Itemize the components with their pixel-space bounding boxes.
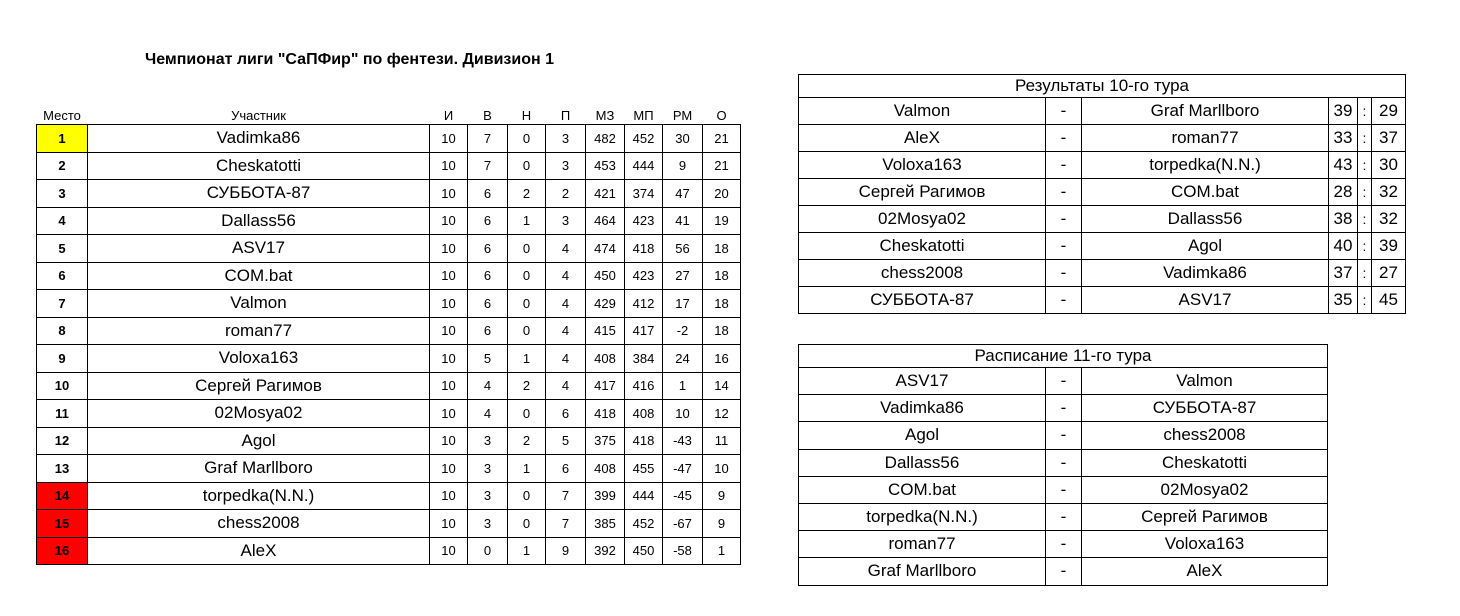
result-row xyxy=(799,260,1406,287)
result-row xyxy=(799,152,1406,179)
wins-cell: 4 xyxy=(468,372,508,400)
score-cell: 21 xyxy=(703,152,741,180)
draws-cell: 2 xyxy=(508,427,546,455)
score-separator: : xyxy=(1358,287,1372,314)
home-team: Voloxa163 xyxy=(799,152,1046,179)
point-diff-cell: -47 xyxy=(663,455,703,483)
losses-cell: 4 xyxy=(546,235,586,263)
score-cell: 11 xyxy=(703,427,741,455)
score-separator: : xyxy=(1358,152,1372,179)
vs-dash: - xyxy=(1046,125,1082,152)
away-team: СУББОТА-87 xyxy=(1082,395,1328,422)
participant-name: ASV17 xyxy=(88,235,430,263)
away-score: 39 xyxy=(1372,233,1406,260)
games-cell: 10 xyxy=(430,482,468,510)
home-team: Valmon xyxy=(799,98,1046,125)
header-games: И xyxy=(443,108,454,123)
home-team: roman77 xyxy=(799,531,1046,558)
points-conceded-cell: 384 xyxy=(625,345,663,373)
home-team: COM.bat xyxy=(799,476,1046,503)
participant-name: Voloxa163 xyxy=(88,345,430,373)
home-team: Сергей Рагимов xyxy=(799,179,1046,206)
losses-cell: 3 xyxy=(546,125,586,153)
points-conceded-cell: 455 xyxy=(625,455,663,483)
vs-dash: - xyxy=(1046,449,1082,476)
home-team: Dallass56 xyxy=(799,449,1046,476)
participant-name: СУББОТА-87 xyxy=(88,180,430,208)
games-cell: 10 xyxy=(430,317,468,345)
draws-cell: 0 xyxy=(508,317,546,345)
losses-cell: 4 xyxy=(546,372,586,400)
draws-cell: 2 xyxy=(508,372,546,400)
schedule-row xyxy=(799,531,1328,558)
vs-dash: - xyxy=(1046,179,1082,206)
score-separator: : xyxy=(1358,179,1372,206)
schedule-row xyxy=(799,503,1328,530)
score-separator: : xyxy=(1358,98,1372,125)
vs-dash: - xyxy=(1046,422,1082,449)
points-conceded-cell: 412 xyxy=(625,290,663,318)
away-team: 02Mosya02 xyxy=(1082,476,1328,503)
vs-dash: - xyxy=(1046,260,1082,287)
wins-cell: 6 xyxy=(468,290,508,318)
points-conceded-cell: 417 xyxy=(625,317,663,345)
score-cell: 1 xyxy=(703,537,741,565)
vs-dash: - xyxy=(1046,503,1082,530)
standings-row xyxy=(37,427,741,455)
participant-name: COM.bat xyxy=(88,262,430,290)
draws-cell: 0 xyxy=(508,152,546,180)
place-cell: 5 xyxy=(37,235,88,263)
vs-dash: - xyxy=(1046,233,1082,260)
result-row xyxy=(799,98,1406,125)
header-wins: В xyxy=(483,108,492,123)
place-cell: 14 xyxy=(37,482,88,510)
points-scored-cell: 418 xyxy=(586,400,625,428)
home-team: AleX xyxy=(799,125,1046,152)
score-cell: 20 xyxy=(703,180,741,208)
draws-cell: 0 xyxy=(508,290,546,318)
standings-row xyxy=(37,317,741,345)
point-diff-cell: 56 xyxy=(663,235,703,263)
wins-cell: 0 xyxy=(468,537,508,565)
losses-cell: 2 xyxy=(546,180,586,208)
games-cell: 10 xyxy=(430,400,468,428)
schedule-caption: Расписание 11-го тура xyxy=(799,345,1328,368)
standings-row xyxy=(37,207,741,235)
result-row xyxy=(799,233,1406,260)
header-losses: П xyxy=(560,108,571,123)
score-separator: : xyxy=(1358,125,1372,152)
vs-dash: - xyxy=(1046,152,1082,179)
draws-cell: 0 xyxy=(508,482,546,510)
vs-dash: - xyxy=(1046,98,1082,125)
away-team: AleX xyxy=(1082,558,1328,585)
participant-name: chess2008 xyxy=(88,510,430,538)
vs-dash: - xyxy=(1046,206,1082,233)
schedule-row xyxy=(799,368,1328,395)
standings-row xyxy=(37,537,741,565)
away-team: ASV17 xyxy=(1082,287,1329,314)
schedule-row xyxy=(799,449,1328,476)
away-score: 27 xyxy=(1372,260,1406,287)
schedule-table xyxy=(798,344,1328,586)
score-cell: 18 xyxy=(703,317,741,345)
losses-cell: 7 xyxy=(546,510,586,538)
home-team: chess2008 xyxy=(799,260,1046,287)
draws-cell: 0 xyxy=(508,400,546,428)
away-team: chess2008 xyxy=(1082,422,1328,449)
away-score: 32 xyxy=(1372,206,1406,233)
losses-cell: 9 xyxy=(546,537,586,565)
point-diff-cell: -58 xyxy=(663,537,703,565)
schedule-row xyxy=(799,422,1328,449)
wins-cell: 3 xyxy=(468,510,508,538)
score-separator: : xyxy=(1358,206,1372,233)
points-scored-cell: 399 xyxy=(586,482,625,510)
games-cell: 10 xyxy=(430,345,468,373)
score-cell: 18 xyxy=(703,290,741,318)
score-cell: 16 xyxy=(703,345,741,373)
header-points-scored: МЗ xyxy=(595,108,615,123)
games-cell: 10 xyxy=(430,180,468,208)
games-cell: 10 xyxy=(430,455,468,483)
header-participant: Участник xyxy=(231,108,286,123)
place-cell: 3 xyxy=(37,180,88,208)
participant-name: Cheskatotti xyxy=(88,152,430,180)
result-row xyxy=(799,206,1406,233)
away-team: Voloxa163 xyxy=(1082,531,1328,558)
points-scored-cell: 417 xyxy=(586,372,625,400)
place-cell: 4 xyxy=(37,207,88,235)
results-body xyxy=(799,98,1406,314)
header-score: О xyxy=(716,108,727,123)
home-team: Cheskatotti xyxy=(799,233,1046,260)
place-cell: 12 xyxy=(37,427,88,455)
standings-row xyxy=(37,372,741,400)
games-cell: 10 xyxy=(430,537,468,565)
points-conceded-cell: 423 xyxy=(625,262,663,290)
result-row xyxy=(799,287,1406,314)
away-team: Agol xyxy=(1082,233,1329,260)
point-diff-cell: 17 xyxy=(663,290,703,318)
participant-name: Dallass56 xyxy=(88,207,430,235)
score-cell: 18 xyxy=(703,262,741,290)
points-scored-cell: 415 xyxy=(586,317,625,345)
points-conceded-cell: 416 xyxy=(625,372,663,400)
away-team: Graf Marllboro xyxy=(1082,98,1329,125)
participant-name: torpedka(N.N.) xyxy=(88,482,430,510)
score-separator: : xyxy=(1358,260,1372,287)
away-score: 37 xyxy=(1372,125,1406,152)
losses-cell: 6 xyxy=(546,455,586,483)
place-cell: 2 xyxy=(37,152,88,180)
point-diff-cell: 9 xyxy=(663,152,703,180)
header-draws: Н xyxy=(521,108,532,123)
points-scored-cell: 408 xyxy=(586,455,625,483)
home-team: СУББОТА-87 xyxy=(799,287,1046,314)
home-team: Graf Marllboro xyxy=(799,558,1046,585)
points-conceded-cell: 418 xyxy=(625,235,663,263)
point-diff-cell: 10 xyxy=(663,400,703,428)
standings-row xyxy=(37,400,741,428)
home-team: Agol xyxy=(799,422,1046,449)
home-team: Vadimka86 xyxy=(799,395,1046,422)
away-team: Dallass56 xyxy=(1082,206,1329,233)
points-scored-cell: 385 xyxy=(586,510,625,538)
place-cell: 13 xyxy=(37,455,88,483)
points-scored-cell: 450 xyxy=(586,262,625,290)
games-cell: 10 xyxy=(430,372,468,400)
points-conceded-cell: 444 xyxy=(625,152,663,180)
losses-cell: 3 xyxy=(546,152,586,180)
points-scored-cell: 421 xyxy=(586,180,625,208)
draws-cell: 1 xyxy=(508,345,546,373)
draws-cell: 0 xyxy=(508,235,546,263)
standings-row xyxy=(37,290,741,318)
home-score: 40 xyxy=(1329,233,1358,260)
losses-cell: 4 xyxy=(546,317,586,345)
place-cell: 15 xyxy=(37,510,88,538)
losses-cell: 7 xyxy=(546,482,586,510)
draws-cell: 2 xyxy=(508,180,546,208)
score-cell: 12 xyxy=(703,400,741,428)
points-conceded-cell: 452 xyxy=(625,510,663,538)
away-team: torpedka(N.N.) xyxy=(1082,152,1329,179)
place-cell: 11 xyxy=(37,400,88,428)
wins-cell: 7 xyxy=(468,125,508,153)
standings-row xyxy=(37,510,741,538)
standings-header-row xyxy=(37,101,741,125)
games-cell: 10 xyxy=(430,235,468,263)
standings-body xyxy=(37,125,741,565)
header-point-diff: РМ xyxy=(672,108,693,123)
place-cell: 7 xyxy=(37,290,88,318)
score-cell: 10 xyxy=(703,455,741,483)
point-diff-cell: 24 xyxy=(663,345,703,373)
points-conceded-cell: 408 xyxy=(625,400,663,428)
point-diff-cell: 47 xyxy=(663,180,703,208)
header-place: Место xyxy=(43,108,81,123)
wins-cell: 5 xyxy=(468,345,508,373)
point-diff-cell: 1 xyxy=(663,372,703,400)
away-score: 29 xyxy=(1372,98,1406,125)
points-scored-cell: 375 xyxy=(586,427,625,455)
standings-row xyxy=(37,125,741,153)
points-scored-cell: 429 xyxy=(586,290,625,318)
draws-cell: 0 xyxy=(508,262,546,290)
point-diff-cell: -2 xyxy=(663,317,703,345)
away-team: Cheskatotti xyxy=(1082,449,1328,476)
point-diff-cell: 41 xyxy=(663,207,703,235)
games-cell: 10 xyxy=(430,290,468,318)
home-score: 38 xyxy=(1329,206,1358,233)
wins-cell: 3 xyxy=(468,482,508,510)
participant-name: Valmon xyxy=(88,290,430,318)
participant-name: Graf Marllboro xyxy=(88,455,430,483)
home-score: 39 xyxy=(1329,98,1358,125)
score-separator: : xyxy=(1358,233,1372,260)
standings-row xyxy=(37,345,741,373)
vs-dash: - xyxy=(1046,287,1082,314)
games-cell: 10 xyxy=(430,262,468,290)
points-scored-cell: 392 xyxy=(586,537,625,565)
place-cell: 1 xyxy=(37,125,88,153)
away-score: 30 xyxy=(1372,152,1406,179)
header-points-conceded: МП xyxy=(633,108,654,123)
home-score: 35 xyxy=(1329,287,1358,314)
participant-name: Сергей Рагимов xyxy=(88,372,430,400)
points-conceded-cell: 374 xyxy=(625,180,663,208)
away-team: Сергей Рагимов xyxy=(1082,503,1328,530)
points-conceded-cell: 418 xyxy=(625,427,663,455)
wins-cell: 6 xyxy=(468,235,508,263)
standings-row xyxy=(37,262,741,290)
standings-row xyxy=(37,455,741,483)
points-scored-cell: 474 xyxy=(586,235,625,263)
losses-cell: 4 xyxy=(546,262,586,290)
losses-cell: 4 xyxy=(546,345,586,373)
wins-cell: 6 xyxy=(468,207,508,235)
losses-cell: 6 xyxy=(546,400,586,428)
schedule-row xyxy=(799,476,1328,503)
participant-name: Vadimka86 xyxy=(88,125,430,153)
place-cell: 6 xyxy=(37,262,88,290)
results-table xyxy=(798,74,1406,314)
standings-row xyxy=(37,482,741,510)
schedule-row xyxy=(799,558,1328,585)
points-conceded-cell: 450 xyxy=(625,537,663,565)
point-diff-cell: 30 xyxy=(663,125,703,153)
home-score: 43 xyxy=(1329,152,1358,179)
result-row xyxy=(799,125,1406,152)
points-conceded-cell: 444 xyxy=(625,482,663,510)
result-row xyxy=(799,179,1406,206)
place-cell: 8 xyxy=(37,317,88,345)
games-cell: 10 xyxy=(430,510,468,538)
participant-name: AleX xyxy=(88,537,430,565)
participant-name: Agol xyxy=(88,427,430,455)
home-team: ASV17 xyxy=(799,368,1046,395)
score-cell: 9 xyxy=(703,510,741,538)
point-diff-cell: 27 xyxy=(663,262,703,290)
point-diff-cell: -67 xyxy=(663,510,703,538)
away-score: 32 xyxy=(1372,179,1406,206)
wins-cell: 3 xyxy=(468,455,508,483)
wins-cell: 6 xyxy=(468,180,508,208)
standings-table xyxy=(36,101,741,565)
games-cell: 10 xyxy=(430,152,468,180)
participant-name: 02Mosya02 xyxy=(88,400,430,428)
schedule-body xyxy=(799,368,1328,586)
results-caption: Результаты 10-го тура xyxy=(799,75,1406,98)
points-conceded-cell: 423 xyxy=(625,207,663,235)
draws-cell: 1 xyxy=(508,207,546,235)
away-team: Valmon xyxy=(1082,368,1328,395)
home-score: 33 xyxy=(1329,125,1358,152)
point-diff-cell: -43 xyxy=(663,427,703,455)
score-cell: 18 xyxy=(703,235,741,263)
wins-cell: 7 xyxy=(468,152,508,180)
draws-cell: 1 xyxy=(508,455,546,483)
standings-row xyxy=(37,180,741,208)
losses-cell: 4 xyxy=(546,290,586,318)
points-scored-cell: 453 xyxy=(586,152,625,180)
games-cell: 10 xyxy=(430,125,468,153)
standings-row xyxy=(37,235,741,263)
draws-cell: 1 xyxy=(508,537,546,565)
place-cell: 9 xyxy=(37,345,88,373)
losses-cell: 5 xyxy=(546,427,586,455)
home-team: torpedka(N.N.) xyxy=(799,503,1046,530)
points-scored-cell: 408 xyxy=(586,345,625,373)
vs-dash: - xyxy=(1046,395,1082,422)
away-team: COM.bat xyxy=(1082,179,1329,206)
home-score: 37 xyxy=(1329,260,1358,287)
score-cell: 19 xyxy=(703,207,741,235)
vs-dash: - xyxy=(1046,558,1082,585)
standings-row xyxy=(37,152,741,180)
losses-cell: 3 xyxy=(546,207,586,235)
wins-cell: 6 xyxy=(468,317,508,345)
home-team: 02Mosya02 xyxy=(799,206,1046,233)
draws-cell: 0 xyxy=(508,510,546,538)
draws-cell: 0 xyxy=(508,125,546,153)
place-cell: 16 xyxy=(37,537,88,565)
home-score: 28 xyxy=(1329,179,1358,206)
participant-name: roman77 xyxy=(88,317,430,345)
points-conceded-cell: 452 xyxy=(625,125,663,153)
away-team: Vadimka86 xyxy=(1082,260,1329,287)
score-cell: 21 xyxy=(703,125,741,153)
vs-dash: - xyxy=(1046,368,1082,395)
games-cell: 10 xyxy=(430,427,468,455)
wins-cell: 4 xyxy=(468,400,508,428)
away-team: roman77 xyxy=(1082,125,1329,152)
vs-dash: - xyxy=(1046,531,1082,558)
points-scored-cell: 464 xyxy=(586,207,625,235)
away-score: 45 xyxy=(1372,287,1406,314)
vs-dash: - xyxy=(1046,476,1082,503)
wins-cell: 3 xyxy=(468,427,508,455)
score-cell: 9 xyxy=(703,482,741,510)
points-scored-cell: 482 xyxy=(586,125,625,153)
schedule-row xyxy=(799,395,1328,422)
page-title: Чемпионат лиги "СаПФир" по фентези. Дивизион 1 xyxy=(145,51,554,68)
games-cell: 10 xyxy=(430,207,468,235)
point-diff-cell: -45 xyxy=(663,482,703,510)
score-cell: 14 xyxy=(703,372,741,400)
place-cell: 10 xyxy=(37,372,88,400)
wins-cell: 6 xyxy=(468,262,508,290)
